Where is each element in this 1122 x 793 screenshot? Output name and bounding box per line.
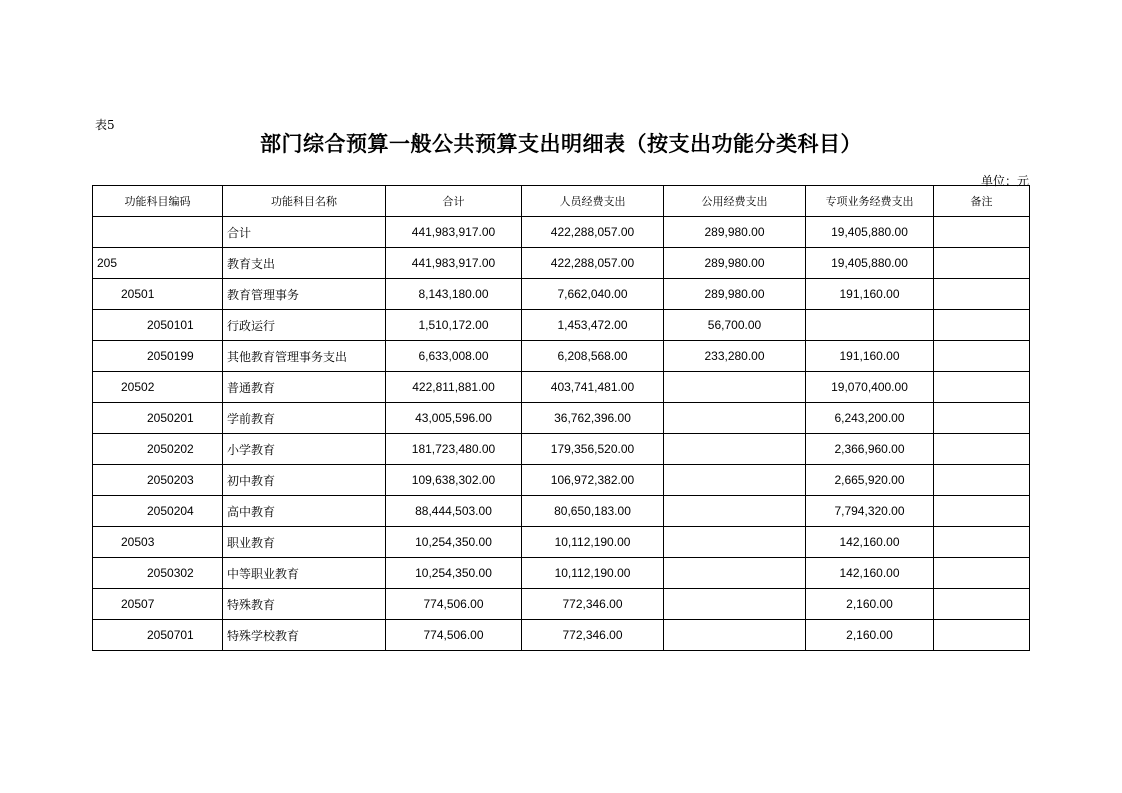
cell-code: 2050701 <box>93 620 223 651</box>
table-body <box>93 217 1030 651</box>
cell-special: 191,160.00 <box>806 341 934 372</box>
cell-total: 10,254,350.00 <box>386 527 522 558</box>
cell-public: 233,280.00 <box>664 341 806 372</box>
cell-remark <box>934 527 1030 558</box>
cell-public: 289,980.00 <box>664 279 806 310</box>
table-header-row <box>93 186 1030 217</box>
cell-total: 774,506.00 <box>386 589 522 620</box>
cell-special: 2,160.00 <box>806 620 934 651</box>
cell-total: 1,510,172.00 <box>386 310 522 341</box>
cell-remark <box>934 558 1030 589</box>
cell-remark <box>934 620 1030 651</box>
cell-public <box>664 496 806 527</box>
cell-total: 422,811,881.00 <box>386 372 522 403</box>
cell-total: 6,633,008.00 <box>386 341 522 372</box>
cell-personnel: 6,208,568.00 <box>522 341 664 372</box>
cell-name: 合计 <box>223 217 386 248</box>
cell-personnel: 1,453,472.00 <box>522 310 664 341</box>
cell-name: 特殊学校教育 <box>223 620 386 651</box>
table-row <box>93 434 1030 465</box>
cell-personnel: 80,650,183.00 <box>522 496 664 527</box>
cell-total: 88,444,503.00 <box>386 496 522 527</box>
cell-code: 2050203 <box>93 465 223 496</box>
cell-name: 中等职业教育 <box>223 558 386 589</box>
cell-remark <box>934 217 1030 248</box>
cell-special: 142,160.00 <box>806 558 934 589</box>
table-row <box>93 248 1030 279</box>
header-public: 公用经费支出 <box>664 186 806 217</box>
cell-remark <box>934 403 1030 434</box>
cell-total: 441,983,917.00 <box>386 217 522 248</box>
budget-table <box>92 185 1030 651</box>
cell-public: 56,700.00 <box>664 310 806 341</box>
cell-personnel: 10,112,190.00 <box>522 558 664 589</box>
cell-special: 142,160.00 <box>806 527 934 558</box>
cell-personnel: 422,288,057.00 <box>522 248 664 279</box>
cell-special: 19,405,880.00 <box>806 217 934 248</box>
table-row <box>93 310 1030 341</box>
cell-name: 教育支出 <box>223 248 386 279</box>
cell-code: 20503 <box>93 527 223 558</box>
header-personnel: 人员经费支出 <box>522 186 664 217</box>
page-title: 部门综合预算一般公共预算支出明细表（按支出功能分类科目） <box>260 132 862 156</box>
unit-label: 单位：元 <box>980 174 1029 188</box>
cell-public: 289,980.00 <box>664 217 806 248</box>
table-row <box>93 403 1030 434</box>
header-remark: 备注 <box>934 186 1030 217</box>
cell-personnel: 179,356,520.00 <box>522 434 664 465</box>
cell-code: 20501 <box>93 279 223 310</box>
cell-name: 其他教育管理事务支出 <box>223 341 386 372</box>
cell-personnel: 403,741,481.00 <box>522 372 664 403</box>
cell-name: 小学教育 <box>223 434 386 465</box>
cell-name: 学前教育 <box>223 403 386 434</box>
cell-special: 2,665,920.00 <box>806 465 934 496</box>
cell-remark <box>934 279 1030 310</box>
header-name: 功能科目名称 <box>223 186 386 217</box>
cell-public <box>664 558 806 589</box>
cell-total: 8,143,180.00 <box>386 279 522 310</box>
header-special: 专项业务经费支出 <box>806 186 934 217</box>
cell-name: 普通教育 <box>223 372 386 403</box>
cell-name: 高中教育 <box>223 496 386 527</box>
cell-special: 19,070,400.00 <box>806 372 934 403</box>
header-code: 功能科目编码 <box>93 186 223 217</box>
cell-remark <box>934 434 1030 465</box>
cell-code: 2050199 <box>93 341 223 372</box>
cell-remark <box>934 341 1030 372</box>
cell-remark <box>934 465 1030 496</box>
cell-special: 6,243,200.00 <box>806 403 934 434</box>
cell-personnel: 7,662,040.00 <box>522 279 664 310</box>
table-row <box>93 341 1030 372</box>
cell-public <box>664 527 806 558</box>
table-row <box>93 217 1030 248</box>
cell-name: 行政运行 <box>223 310 386 341</box>
cell-personnel: 772,346.00 <box>522 620 664 651</box>
table-row <box>93 589 1030 620</box>
cell-total: 441,983,917.00 <box>386 248 522 279</box>
table-row <box>93 620 1030 651</box>
cell-total: 109,638,302.00 <box>386 465 522 496</box>
table-row <box>93 527 1030 558</box>
cell-code: 2050101 <box>93 310 223 341</box>
cell-remark <box>934 310 1030 341</box>
table-row <box>93 372 1030 403</box>
cell-code: 2050202 <box>93 434 223 465</box>
cell-personnel: 106,972,382.00 <box>522 465 664 496</box>
cell-code: 205 <box>93 248 223 279</box>
cell-public <box>664 403 806 434</box>
cell-public <box>664 465 806 496</box>
cell-public <box>664 589 806 620</box>
cell-name: 职业教育 <box>223 527 386 558</box>
cell-code: 2050204 <box>93 496 223 527</box>
cell-total: 181,723,480.00 <box>386 434 522 465</box>
cell-remark <box>934 372 1030 403</box>
cell-code: 2050302 <box>93 558 223 589</box>
table-label: 表5 <box>95 118 115 132</box>
cell-special: 19,405,880.00 <box>806 248 934 279</box>
cell-name: 特殊教育 <box>223 589 386 620</box>
cell-total: 10,254,350.00 <box>386 558 522 589</box>
cell-code: 20507 <box>93 589 223 620</box>
cell-remark <box>934 248 1030 279</box>
cell-special: 7,794,320.00 <box>806 496 934 527</box>
cell-total: 43,005,596.00 <box>386 403 522 434</box>
cell-special: 2,366,960.00 <box>806 434 934 465</box>
table-row <box>93 465 1030 496</box>
cell-code: 2050201 <box>93 403 223 434</box>
table-row <box>93 558 1030 589</box>
header-total: 合计 <box>386 186 522 217</box>
cell-code: 20502 <box>93 372 223 403</box>
cell-remark <box>934 496 1030 527</box>
cell-code <box>93 217 223 248</box>
table-row <box>93 279 1030 310</box>
cell-special: 2,160.00 <box>806 589 934 620</box>
cell-personnel: 772,346.00 <box>522 589 664 620</box>
cell-remark <box>934 589 1030 620</box>
cell-total: 774,506.00 <box>386 620 522 651</box>
cell-public <box>664 372 806 403</box>
cell-name: 初中教育 <box>223 465 386 496</box>
cell-name: 教育管理事务 <box>223 279 386 310</box>
cell-personnel: 422,288,057.00 <box>522 217 664 248</box>
cell-personnel: 36,762,396.00 <box>522 403 664 434</box>
table-row <box>93 496 1030 527</box>
cell-special: 191,160.00 <box>806 279 934 310</box>
cell-personnel: 10,112,190.00 <box>522 527 664 558</box>
cell-public <box>664 434 806 465</box>
cell-public: 289,980.00 <box>664 248 806 279</box>
cell-special <box>806 310 934 341</box>
cell-public <box>664 620 806 651</box>
